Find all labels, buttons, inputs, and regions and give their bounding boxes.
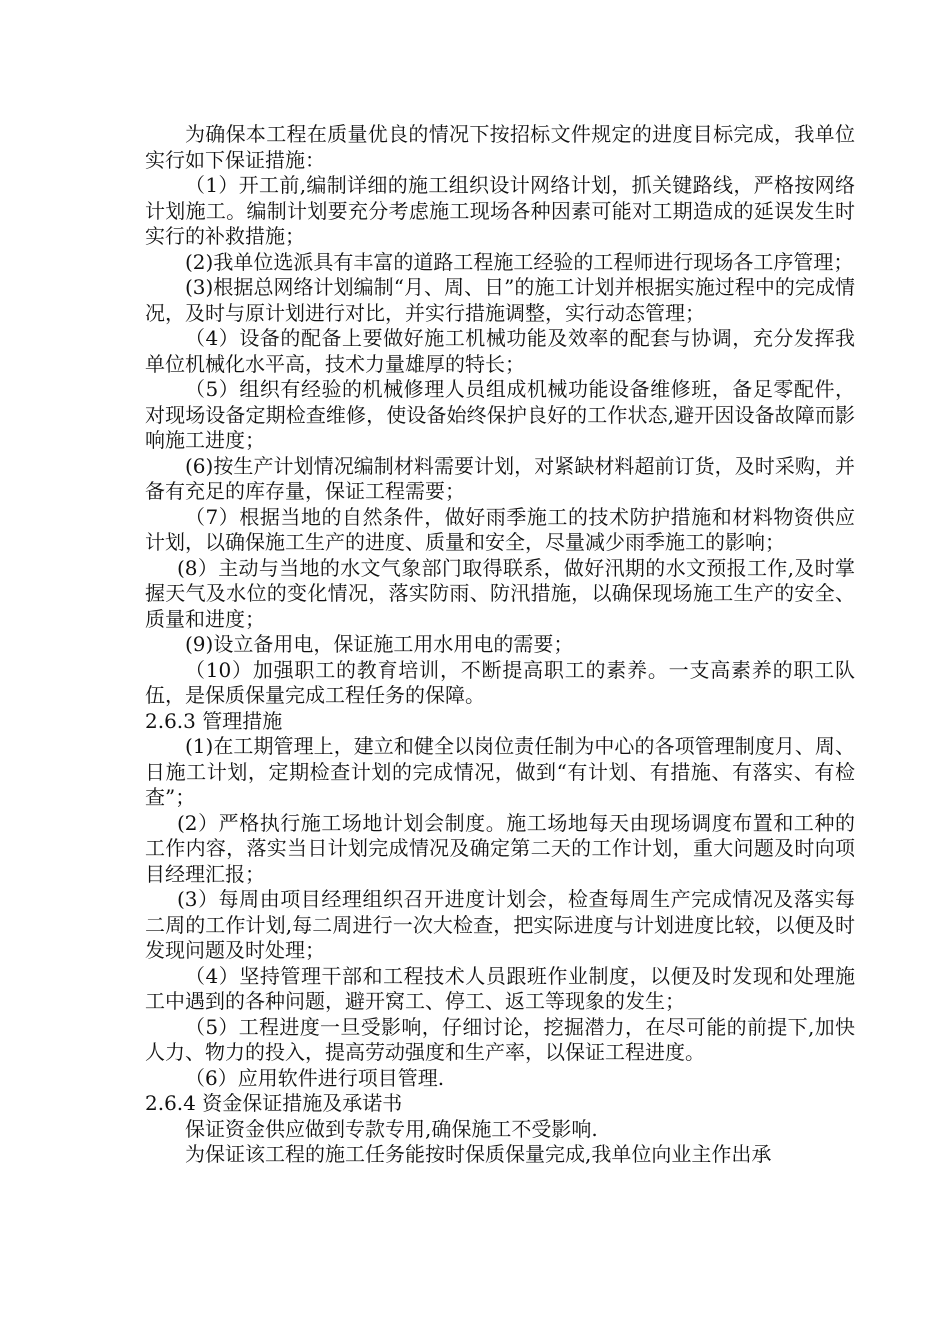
measure-item-7: （7）根据当地的自然条件，做好雨季施工的技术防护措施和材料物资供应计划，以确保施工生产的进度、质量和安全，尽量减少雨季施工的影响； — [145, 504, 855, 554]
management-item-3: (3）每周由项目经理组织召开进度计划会，检查每周生产完成情况及落实每二周的工作计划,每二周进行一次大检查，把实际进度与计划进度比较，以便及时发现问题及时处理； — [145, 887, 855, 962]
management-item-1: (1)在工期管理上，建立和健全以岗位责任制为中心的各项管理制度月、周、日施工计划，定期检查计划的完成情况，做到“有计划、有措施、有落实、有检查”； — [145, 734, 855, 809]
measure-item-3: (3)根据总网络计划编制“月、周、日”的施工计划并根据实施过程中的完成情况，及时与原计划进行对比，并实行措施调整，实行动态管理； — [145, 275, 855, 325]
management-item-2: (2）严格执行施工场地计划会制度。施工场地每天由现场调度布置和工种的工作内容，落实当日计划完成情况及确定第二天的工作计划，重大问题及时向项目经理汇报； — [145, 810, 855, 886]
measure-item-8: (8）主动与当地的水文气象部门取得联系，做好汛期的水文预报工作,及时掌握天气及水位的变化情况，落实防雨、防汛措施，以确保现场施工生产的安全、质量和进度； — [145, 555, 855, 631]
document-body — [145, 122, 855, 1168]
management-item-6: （6）应用软件进行项目管理. — [185, 1065, 445, 1090]
measure-item-1: （1）开工前,编制详细的施工组织设计网络计划，抓关键路线，严格按网络计划施工。编制计划要充分考虑施工现场各种因素可能对工期造成的延误发生时实行的补救措施； — [145, 173, 855, 248]
measure-item-6: (6)按生产计划情况编制材料需要计划，对紧缺材料超前订货，及时采购，并备有充足的库存量，保证工程需要； — [145, 453, 855, 503]
management-item-5: （5）工程进度一旦受影响，仔细讨论，挖掘潜力，在尽可能的前提下,加快人力、物力的投入，提高劳动强度和生产率，以保证工程进度。 — [145, 1014, 855, 1064]
management-item-4: （4）坚持管理干部和工程技术人员跟班作业制度，以便及时发现和处理施工中遇到的各种问题，避开窝工、停工、返工等现象的发生； — [145, 963, 855, 1013]
measure-item-5: （5）组织有经验的机械修理人员组成机械功能设备维修班，备足零配件，对现场设备定期检查维修，使设备始终保护良好的工作状态,避开因设备故障而影响施工进度； — [145, 377, 855, 452]
measure-item-4: （4）设备的配备上要做好施工机械功能及效率的配套与协调，充分发挥我单位机械化水平高，技术力量雄厚的特长； — [145, 326, 855, 376]
section-heading-management: 2.6.3 管理措施 — [145, 708, 283, 733]
measure-item-2: (2)我单位选派具有丰富的道路工程施工经验的工程师进行现场各工序管理； — [185, 249, 854, 274]
intro-paragraph: 为确保本工程在质量优良的情况下按招标文件规定的进度目标完成，我单位实行如下保证措施： — [145, 122, 855, 172]
section-heading-funding: 2.6.4 资金保证措施及承诺书 — [145, 1091, 403, 1115]
measure-item-9: (9)设立备用电，保证施工用水用电的需要； — [185, 632, 574, 656]
funding-paragraph-2: 为保证该工程的施工任务能按时保质保量完成,我单位向业主作出承 — [185, 1142, 772, 1166]
funding-paragraph-1: 保证资金供应做到专款专用,确保施工不受影响. — [185, 1116, 598, 1141]
measure-item-10: （10）加强职工的教育培训，不断提高职工的素养。一支高素养的职工队伍，是保质保量完成工程任务的保障。 — [145, 657, 855, 707]
